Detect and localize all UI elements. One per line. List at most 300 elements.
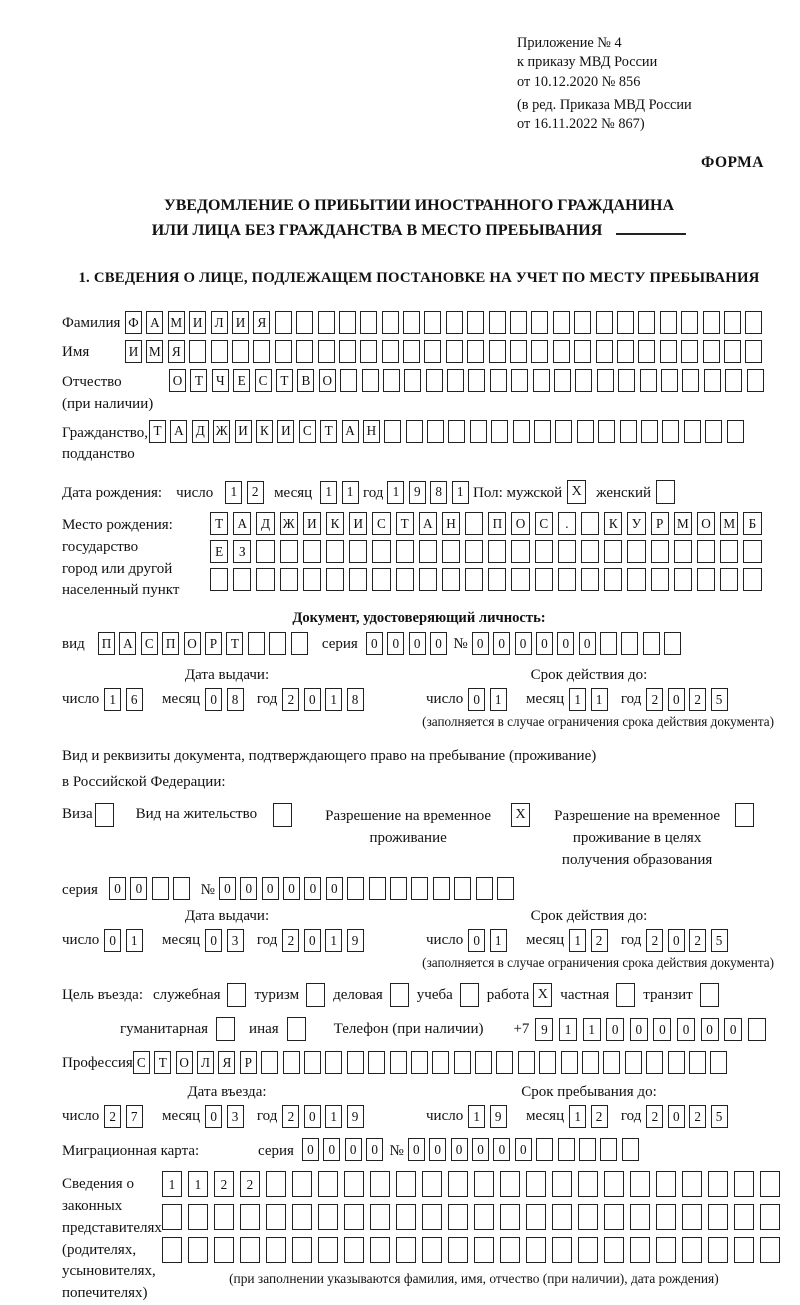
form-cell[interactable]: 6 xyxy=(126,688,143,711)
form-cell[interactable]: 1 xyxy=(452,481,469,504)
form-cell[interactable] xyxy=(465,568,483,591)
form-cell[interactable] xyxy=(597,369,614,392)
form-cell[interactable] xyxy=(681,340,698,363)
checkbox-purpose-private[interactable] xyxy=(616,983,635,1007)
form-cell[interactable]: 0 xyxy=(451,1138,468,1161)
form-cell[interactable]: Т xyxy=(210,512,228,535)
form-cell[interactable] xyxy=(534,420,551,443)
form-cell[interactable] xyxy=(403,311,420,334)
form-cell[interactable] xyxy=(432,1051,449,1074)
form-cell[interactable]: А xyxy=(233,512,251,535)
form-cell[interactable]: И xyxy=(232,311,249,334)
form-cell[interactable]: . xyxy=(558,512,576,535)
form-cell[interactable] xyxy=(360,340,377,363)
form-cell[interactable]: М xyxy=(720,512,738,535)
form-cell[interactable]: С xyxy=(299,420,316,443)
form-cell[interactable] xyxy=(651,540,669,563)
form-cell[interactable] xyxy=(360,311,377,334)
form-cell[interactable] xyxy=(500,1171,520,1197)
form-cell[interactable]: 0 xyxy=(701,1018,719,1041)
form-cell[interactable] xyxy=(531,340,548,363)
form-cell[interactable] xyxy=(497,877,514,900)
form-cell[interactable]: 2 xyxy=(282,929,299,952)
form-cell[interactable]: 0 xyxy=(326,877,343,900)
form-cell[interactable] xyxy=(656,1204,676,1230)
checkbox-residence-permit[interactable] xyxy=(273,803,292,827)
form-cell[interactable]: Я xyxy=(168,340,185,363)
form-cell[interactable]: 2 xyxy=(282,1105,299,1128)
form-cell[interactable] xyxy=(474,1237,494,1263)
form-cell[interactable] xyxy=(710,1051,727,1074)
form-cell[interactable] xyxy=(344,1171,364,1197)
form-cell[interactable] xyxy=(724,311,741,334)
form-cell[interactable]: 2 xyxy=(689,1105,706,1128)
form-cell[interactable] xyxy=(474,1204,494,1230)
form-cell[interactable]: 0 xyxy=(345,1138,362,1161)
form-cell[interactable] xyxy=(603,1051,620,1074)
form-cell[interactable] xyxy=(703,340,720,363)
form-cell[interactable] xyxy=(600,1138,617,1161)
form-cell[interactable] xyxy=(384,420,401,443)
form-cell[interactable]: 3 xyxy=(227,1105,244,1128)
form-cell[interactable]: 0 xyxy=(366,1138,383,1161)
form-cell[interactable] xyxy=(326,540,344,563)
form-cell[interactable]: Ж xyxy=(213,420,230,443)
form-cell[interactable] xyxy=(210,568,228,591)
form-cell[interactable]: 1 xyxy=(225,481,242,504)
form-cell[interactable]: С xyxy=(535,512,553,535)
form-cell[interactable] xyxy=(347,1051,364,1074)
form-cell[interactable]: 1 xyxy=(559,1018,577,1041)
form-cell[interactable]: 0 xyxy=(430,632,447,655)
form-cell[interactable]: 8 xyxy=(430,481,447,504)
form-cell[interactable]: 1 xyxy=(320,481,337,504)
form-cell[interactable] xyxy=(578,1171,598,1197)
form-cell[interactable] xyxy=(760,1204,780,1230)
form-cell[interactable] xyxy=(581,512,599,535)
form-cell[interactable]: Я xyxy=(218,1051,235,1074)
form-cell[interactable]: 0 xyxy=(104,929,121,952)
form-cell[interactable]: 0 xyxy=(205,688,222,711)
form-cell[interactable]: 0 xyxy=(493,1138,510,1161)
form-cell[interactable] xyxy=(622,1138,639,1161)
form-cell[interactable]: О xyxy=(184,632,201,655)
form-cell[interactable]: С xyxy=(141,632,158,655)
form-cell[interactable] xyxy=(442,540,460,563)
form-cell[interactable] xyxy=(475,1051,492,1074)
form-cell[interactable]: 2 xyxy=(646,688,663,711)
form-cell[interactable] xyxy=(488,568,506,591)
form-cell[interactable]: 2 xyxy=(591,1105,608,1128)
form-cell[interactable] xyxy=(578,1204,598,1230)
form-cell[interactable] xyxy=(411,877,428,900)
form-cell[interactable] xyxy=(448,420,465,443)
form-cell[interactable] xyxy=(396,1237,416,1263)
form-cell[interactable] xyxy=(734,1204,754,1230)
form-cell[interactable]: 1 xyxy=(591,688,608,711)
form-cell[interactable] xyxy=(668,1051,685,1074)
form-cell[interactable] xyxy=(427,420,444,443)
form-cell[interactable] xyxy=(470,420,487,443)
form-cell[interactable] xyxy=(604,1171,624,1197)
form-cell[interactable]: Т xyxy=(154,1051,171,1074)
form-cell[interactable]: 0 xyxy=(724,1018,742,1041)
form-cell[interactable]: 0 xyxy=(653,1018,671,1041)
form-cell[interactable] xyxy=(488,540,506,563)
form-cell[interactable]: И xyxy=(303,512,321,535)
form-cell[interactable]: 8 xyxy=(227,688,244,711)
form-cell[interactable]: Я xyxy=(253,311,270,334)
form-cell[interactable] xyxy=(173,877,190,900)
checkbox-purpose-tourism[interactable] xyxy=(306,983,325,1007)
form-cell[interactable]: А xyxy=(419,512,437,535)
form-cell[interactable]: П xyxy=(488,512,506,535)
form-cell[interactable]: 0 xyxy=(472,1138,489,1161)
form-cell[interactable] xyxy=(349,540,367,563)
form-cell[interactable] xyxy=(467,311,484,334)
form-cell[interactable]: Н xyxy=(363,420,380,443)
form-cell[interactable]: А xyxy=(170,420,187,443)
form-cell[interactable] xyxy=(496,1051,513,1074)
form-cell[interactable] xyxy=(339,340,356,363)
form-cell[interactable] xyxy=(382,311,399,334)
form-cell[interactable]: М xyxy=(674,512,692,535)
form-cell[interactable]: 0 xyxy=(579,632,596,655)
form-cell[interactable]: 0 xyxy=(668,1105,685,1128)
form-cell[interactable] xyxy=(682,1204,702,1230)
form-cell[interactable] xyxy=(292,1171,312,1197)
form-cell[interactable] xyxy=(339,311,356,334)
form-cell[interactable]: 0 xyxy=(408,1138,425,1161)
form-cell[interactable] xyxy=(318,311,335,334)
form-cell[interactable] xyxy=(232,340,249,363)
form-cell[interactable] xyxy=(682,369,699,392)
form-cell[interactable]: 0 xyxy=(240,877,257,900)
form-cell[interactable] xyxy=(579,1138,596,1161)
form-cell[interactable] xyxy=(390,877,407,900)
form-cell[interactable] xyxy=(511,540,529,563)
form-cell[interactable]: 2 xyxy=(689,929,706,952)
form-cell[interactable]: М xyxy=(168,311,185,334)
form-cell[interactable] xyxy=(727,420,744,443)
form-cell[interactable] xyxy=(474,1171,494,1197)
form-cell[interactable] xyxy=(596,311,613,334)
form-cell[interactable]: 0 xyxy=(472,632,489,655)
checkbox-purpose-official[interactable] xyxy=(227,983,246,1007)
form-cell[interactable] xyxy=(214,1237,234,1263)
form-cell[interactable] xyxy=(745,340,762,363)
form-cell[interactable]: Ф xyxy=(125,311,142,334)
form-cell[interactable]: 1 xyxy=(569,1105,586,1128)
form-cell[interactable] xyxy=(422,1237,442,1263)
form-cell[interactable]: Р xyxy=(240,1051,257,1074)
form-cell[interactable] xyxy=(383,369,400,392)
form-cell[interactable] xyxy=(596,340,613,363)
form-cell[interactable] xyxy=(575,369,592,392)
form-cell[interactable] xyxy=(574,340,591,363)
form-cell[interactable]: И xyxy=(349,512,367,535)
form-cell[interactable] xyxy=(725,369,742,392)
form-cell[interactable] xyxy=(318,1237,338,1263)
form-cell[interactable] xyxy=(370,1237,390,1263)
form-cell[interactable] xyxy=(303,540,321,563)
form-cell[interactable]: К xyxy=(326,512,344,535)
form-cell[interactable]: 0 xyxy=(304,929,321,952)
form-cell[interactable]: 0 xyxy=(557,632,574,655)
form-cell[interactable]: 0 xyxy=(283,877,300,900)
form-cell[interactable] xyxy=(558,568,576,591)
form-cell[interactable] xyxy=(621,632,638,655)
form-cell[interactable] xyxy=(465,540,483,563)
form-cell[interactable]: 1 xyxy=(104,688,121,711)
form-cell[interactable]: 0 xyxy=(109,877,126,900)
form-cell[interactable]: 0 xyxy=(304,1105,321,1128)
form-cell[interactable]: Б xyxy=(743,512,761,535)
form-cell[interactable] xyxy=(681,311,698,334)
form-cell[interactable]: 5 xyxy=(711,1105,728,1128)
form-cell[interactable] xyxy=(266,1171,286,1197)
checkbox-sex-male[interactable]: X xyxy=(567,480,586,504)
form-cell[interactable] xyxy=(660,340,677,363)
form-cell[interactable] xyxy=(531,311,548,334)
form-cell[interactable] xyxy=(734,1237,754,1263)
form-cell[interactable]: 0 xyxy=(323,1138,340,1161)
form-cell[interactable] xyxy=(617,311,634,334)
form-cell[interactable]: А xyxy=(146,311,163,334)
form-cell[interactable] xyxy=(266,1204,286,1230)
form-cell[interactable] xyxy=(382,340,399,363)
form-cell[interactable]: 9 xyxy=(347,929,364,952)
form-cell[interactable] xyxy=(689,1051,706,1074)
form-cell[interactable]: 9 xyxy=(535,1018,553,1041)
form-cell[interactable] xyxy=(518,1051,535,1074)
form-cell[interactable]: И xyxy=(277,420,294,443)
form-cell[interactable] xyxy=(627,568,645,591)
form-cell[interactable]: Д xyxy=(256,512,274,535)
form-cell[interactable]: П xyxy=(98,632,115,655)
checkbox-purpose-work[interactable]: X xyxy=(533,983,552,1007)
form-cell[interactable]: 0 xyxy=(677,1018,695,1041)
form-cell[interactable] xyxy=(704,369,721,392)
form-cell[interactable] xyxy=(536,1138,553,1161)
checkbox-purpose-study[interactable] xyxy=(460,983,479,1007)
form-cell[interactable]: М xyxy=(146,340,163,363)
form-cell[interactable]: Р xyxy=(651,512,669,535)
form-cell[interactable]: 1 xyxy=(490,929,507,952)
form-cell[interactable] xyxy=(660,311,677,334)
form-cell[interactable]: И xyxy=(125,340,142,363)
form-cell[interactable]: Н xyxy=(442,512,460,535)
form-cell[interactable] xyxy=(643,632,660,655)
form-cell[interactable]: И xyxy=(235,420,252,443)
form-cell[interactable] xyxy=(406,420,423,443)
form-cell[interactable] xyxy=(253,340,270,363)
form-cell[interactable]: Е xyxy=(210,540,228,563)
checkbox-purpose-other[interactable] xyxy=(287,1017,306,1041)
form-cell[interactable] xyxy=(240,1204,260,1230)
form-cell[interactable] xyxy=(743,540,761,563)
form-cell[interactable] xyxy=(724,340,741,363)
form-cell[interactable] xyxy=(419,540,437,563)
form-cell[interactable] xyxy=(318,1204,338,1230)
form-cell[interactable]: 1 xyxy=(325,1105,342,1128)
form-cell[interactable] xyxy=(233,568,251,591)
form-cell[interactable] xyxy=(368,1051,385,1074)
form-cell[interactable]: А xyxy=(342,420,359,443)
form-cell[interactable] xyxy=(748,1018,766,1041)
form-cell[interactable] xyxy=(292,1204,312,1230)
form-cell[interactable]: 9 xyxy=(347,1105,364,1128)
form-cell[interactable] xyxy=(448,1171,468,1197)
form-cell[interactable]: Т xyxy=(276,369,293,392)
form-cell[interactable]: Л xyxy=(197,1051,214,1074)
form-cell[interactable]: 2 xyxy=(214,1171,234,1197)
form-cell[interactable] xyxy=(646,1051,663,1074)
form-cell[interactable]: И xyxy=(189,311,206,334)
form-cell[interactable]: 3 xyxy=(227,929,244,952)
form-cell[interactable] xyxy=(211,340,228,363)
form-cell[interactable]: Т xyxy=(149,420,166,443)
form-cell[interactable] xyxy=(581,568,599,591)
form-cell[interactable] xyxy=(554,369,571,392)
form-cell[interactable]: 9 xyxy=(490,1105,507,1128)
form-cell[interactable]: К xyxy=(256,420,273,443)
checkbox-temp-residence[interactable]: X xyxy=(511,803,530,827)
form-cell[interactable] xyxy=(447,369,464,392)
form-cell[interactable] xyxy=(627,540,645,563)
form-cell[interactable]: 0 xyxy=(387,632,404,655)
form-cell[interactable]: 0 xyxy=(668,688,685,711)
form-cell[interactable] xyxy=(539,1051,556,1074)
form-cell[interactable]: А xyxy=(119,632,136,655)
form-cell[interactable] xyxy=(581,540,599,563)
form-cell[interactable] xyxy=(640,369,657,392)
form-cell[interactable] xyxy=(396,568,414,591)
form-cell[interactable]: 8 xyxy=(347,688,364,711)
form-cell[interactable] xyxy=(561,1051,578,1074)
form-cell[interactable]: 0 xyxy=(668,929,685,952)
form-cell[interactable] xyxy=(275,340,292,363)
form-cell[interactable] xyxy=(682,1171,702,1197)
form-cell[interactable]: 2 xyxy=(689,688,706,711)
form-cell[interactable]: 0 xyxy=(304,688,321,711)
form-cell[interactable] xyxy=(304,1051,321,1074)
form-cell[interactable]: П xyxy=(162,632,179,655)
form-cell[interactable]: В xyxy=(297,369,314,392)
form-cell[interactable] xyxy=(604,540,622,563)
form-cell[interactable] xyxy=(662,420,679,443)
form-cell[interactable] xyxy=(424,311,441,334)
form-cell[interactable] xyxy=(558,540,576,563)
form-cell[interactable] xyxy=(577,420,594,443)
form-cell[interactable] xyxy=(411,1051,428,1074)
form-cell[interactable] xyxy=(708,1237,728,1263)
form-cell[interactable] xyxy=(370,1171,390,1197)
form-cell[interactable] xyxy=(370,1204,390,1230)
form-cell[interactable] xyxy=(291,632,308,655)
form-cell[interactable] xyxy=(682,1237,702,1263)
form-cell[interactable] xyxy=(454,1051,471,1074)
form-cell[interactable]: 1 xyxy=(342,481,359,504)
form-cell[interactable] xyxy=(283,1051,300,1074)
form-cell[interactable] xyxy=(448,1204,468,1230)
form-cell[interactable] xyxy=(656,1237,676,1263)
form-cell[interactable]: 1 xyxy=(325,688,342,711)
form-cell[interactable] xyxy=(661,369,678,392)
form-cell[interactable]: 0 xyxy=(205,929,222,952)
form-cell[interactable] xyxy=(535,568,553,591)
form-cell[interactable]: 2 xyxy=(247,481,264,504)
form-cell[interactable]: 2 xyxy=(104,1105,121,1128)
form-cell[interactable] xyxy=(674,540,692,563)
form-cell[interactable] xyxy=(325,1051,342,1074)
form-cell[interactable]: 1 xyxy=(583,1018,601,1041)
form-cell[interactable] xyxy=(256,540,274,563)
form-cell[interactable] xyxy=(303,568,321,591)
form-cell[interactable] xyxy=(552,1204,572,1230)
form-cell[interactable] xyxy=(292,1237,312,1263)
form-cell[interactable] xyxy=(697,568,715,591)
form-cell[interactable] xyxy=(162,1204,182,1230)
form-cell[interactable]: 1 xyxy=(387,481,404,504)
form-cell[interactable] xyxy=(340,369,357,392)
checkbox-sex-female[interactable] xyxy=(656,480,675,504)
form-cell[interactable]: 0 xyxy=(606,1018,624,1041)
form-cell[interactable]: Ж xyxy=(280,512,298,535)
form-cell[interactable]: О xyxy=(697,512,715,535)
form-cell[interactable] xyxy=(553,311,570,334)
form-cell[interactable] xyxy=(553,340,570,363)
form-cell[interactable] xyxy=(720,540,738,563)
form-cell[interactable] xyxy=(630,1237,650,1263)
form-cell[interactable] xyxy=(446,340,463,363)
form-cell[interactable]: 2 xyxy=(646,929,663,952)
form-cell[interactable] xyxy=(188,1204,208,1230)
form-cell[interactable]: К xyxy=(604,512,622,535)
form-cell[interactable]: 0 xyxy=(262,877,279,900)
form-cell[interactable] xyxy=(526,1237,546,1263)
form-cell[interactable]: 2 xyxy=(240,1171,260,1197)
form-cell[interactable] xyxy=(467,340,484,363)
form-cell[interactable]: 1 xyxy=(569,688,586,711)
form-cell[interactable] xyxy=(638,311,655,334)
form-cell[interactable]: С xyxy=(133,1051,150,1074)
form-cell[interactable] xyxy=(422,1204,442,1230)
form-cell[interactable] xyxy=(403,340,420,363)
form-cell[interactable]: 9 xyxy=(409,481,426,504)
form-cell[interactable]: 0 xyxy=(468,688,485,711)
form-cell[interactable] xyxy=(617,340,634,363)
form-cell[interactable]: Т xyxy=(226,632,243,655)
form-cell[interactable] xyxy=(510,311,527,334)
form-cell[interactable] xyxy=(318,340,335,363)
checkbox-purpose-business[interactable] xyxy=(390,983,409,1007)
form-cell[interactable] xyxy=(574,311,591,334)
form-cell[interactable] xyxy=(280,568,298,591)
form-cell[interactable] xyxy=(422,1171,442,1197)
form-cell[interactable] xyxy=(280,540,298,563)
form-cell[interactable] xyxy=(275,311,292,334)
form-cell[interactable]: У xyxy=(627,512,645,535)
form-cell[interactable] xyxy=(419,568,437,591)
form-cell[interactable] xyxy=(618,369,635,392)
form-cell[interactable] xyxy=(214,1204,234,1230)
form-cell[interactable] xyxy=(533,369,550,392)
form-cell[interactable] xyxy=(552,1171,572,1197)
form-cell[interactable] xyxy=(465,512,483,535)
form-cell[interactable] xyxy=(600,632,617,655)
form-cell[interactable]: Т xyxy=(396,512,414,535)
